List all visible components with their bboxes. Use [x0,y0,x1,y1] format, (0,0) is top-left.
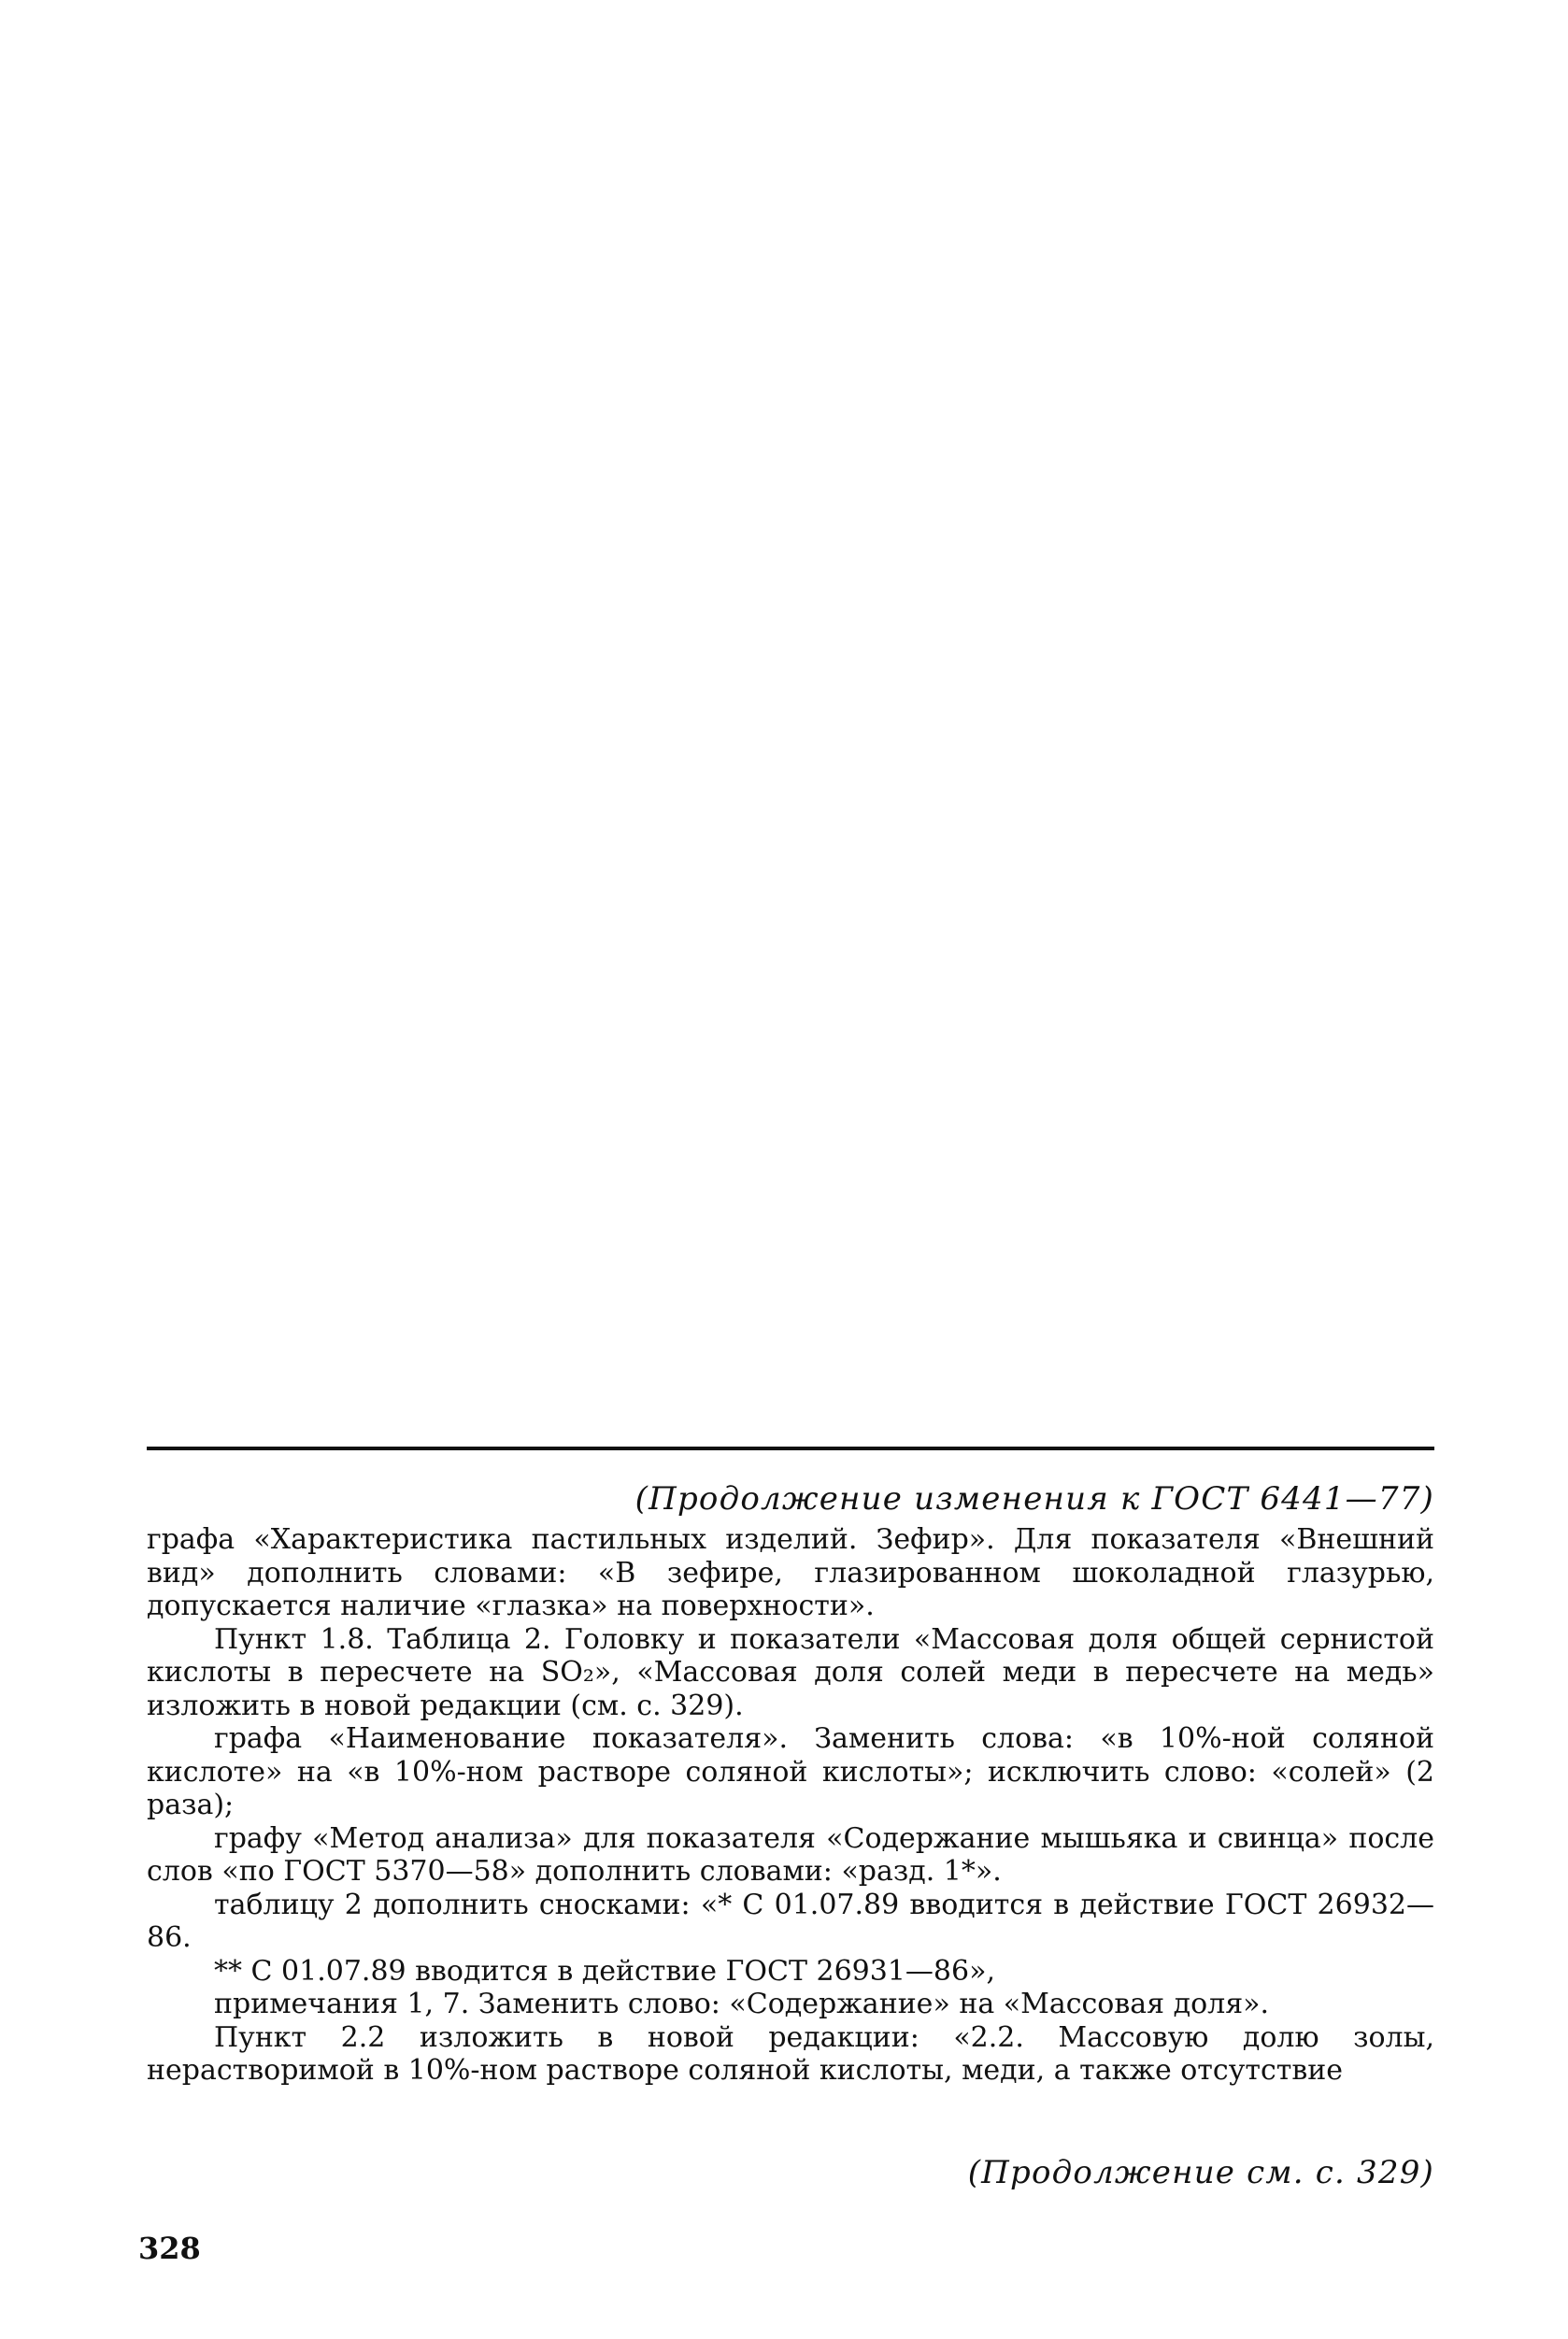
paragraph: Пункт 2.2 изложить в новой редакции: «2.2. Массовую долю золы, нерастворимой в 10%-ном растворе соляной кислоты, меди, а также отсутствие [147,2020,1434,2087]
paragraph: графа «Характеристика пастильных изделий. Зефир». Для показателя «Внешний вид» дополнить словами: «В зефире, глазированном шоколадной глазурью, допускается наличие «глазка» на поверхности». [147,1523,1434,1622]
paragraph: таблицу 2 дополнить сносками: «* С 01.07.89 вводится в действие ГОСТ 26932—86. [147,1888,1434,1954]
continuation-footer: (Продолжение см. с. 329) [967,2154,1434,2191]
paragraph: графу «Метод анализа» для показателя «Содержание мышьяка и свинца» после слов «по ГОСТ 5370—58» дополнить словами: «разд. 1*». [147,1821,1434,1888]
continuation-header: (Продолжение изменения к ГОСТ 6441—77) [634,1480,1434,1518]
header-rule [147,1447,1434,1450]
paragraph: Пункт 1.8. Таблица 2. Головку и показатели «Массовая доля общей сернистой кислоты в пересчете на SO₂», «Массовая доля солей меди в пересчете на медь» изложить в новой редакции (см. с. 329). [147,1622,1434,1722]
footnote-line: ** С 01.07.89 вводится в действие ГОСТ 26931—86», [214,1954,996,1988]
paragraph: примечания 1, 7. Заменить слово: «Содержание» на «Массовая доля». [214,1988,1270,2020]
paragraph: графа «Наименование показателя». Заменить слова: «в 10%-ной соляной кислоте» на «в 10%-ном растворе соляной кислоты»; исключить слово: «солей» (2 раза); [147,1722,1434,1821]
page-number: 328 [138,2231,201,2266]
body-text [147,1523,1434,2088]
